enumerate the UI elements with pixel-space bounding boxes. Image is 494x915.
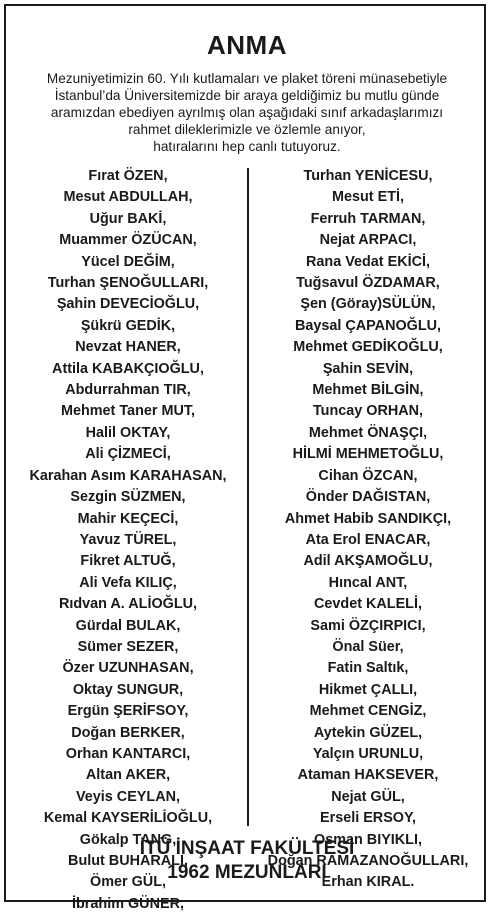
name-entry: Şen (Göray)SÜLÜN, [300, 296, 436, 313]
name-entry: Erhan KIRAL. [321, 874, 415, 891]
name-entry: Turhan YENİCESU, [303, 168, 433, 184]
name-entry: Ali ÇİZMECİ, [85, 446, 171, 463]
name-entry: Attila KABAKÇIOĞLU, [52, 360, 204, 377]
name-entry: Fatin Saltık, [327, 660, 409, 677]
names-column-right [250, 166, 486, 894]
name-entry: Adil AKŞAMOĞLU, [303, 553, 433, 570]
name-entry: Rıdvan A. ALİOĞLU, [58, 596, 198, 613]
name-entry: Önder DAĞISTAN, [305, 489, 431, 506]
name-entry: Gürdal BULAK, [75, 617, 181, 634]
name-entry: Mehmet BİLGİN, [312, 382, 424, 399]
name-entry: Doğan BERKER, [71, 724, 185, 741]
name-entry: Erseli ERSOY, [320, 810, 416, 827]
intro-line: Mezuniyetimizin 60. Yılı kutlamaları ve plaket töreni münasebetiyle [46, 71, 448, 86]
name-entry: Cihan ÖZCAN, [318, 467, 418, 484]
name-entry: Nejat GÜL, [331, 788, 405, 805]
name-entry: Yücel DEĞİM, [81, 253, 175, 270]
name-entry: Ali Vefa KILIÇ, [79, 574, 177, 591]
name-entry: Ergün ŞERİFSOY, [67, 703, 189, 720]
intro-line: rahmet dileklerimizle ve özlemle anıyor, [128, 122, 366, 137]
name-entry: Hıncal ANT, [328, 574, 408, 591]
name-entry: Mehmet CENGİZ, [309, 703, 427, 720]
name-entry: Nevzat HANER, [75, 339, 181, 356]
name-entry: Ferruh TARMAN, [310, 210, 426, 227]
name-entry: Kemal KAYSERİLİOĞLU, [43, 810, 213, 827]
name-entry: Yavuz TÜREL, [79, 531, 177, 548]
name-entry: Gökalp TANG, [79, 831, 177, 848]
name-entry: Halil OKTAY, [85, 424, 171, 441]
name-entry: Mehmet ÖNAŞÇI, [308, 424, 428, 441]
name-entry: Doğan RAMAZANOĞULLARI, [267, 853, 469, 869]
name-entry: Nejat ARPACI, [319, 232, 417, 249]
name-entry: Altan AKER, [85, 767, 171, 784]
name-entry: Fırat ÖZEN, [88, 168, 168, 184]
name-entry: Mehmet GEDİKOĞLU, [293, 339, 443, 356]
name-entry: Karahan Asım KARAHASAN, [29, 467, 227, 484]
name-entry: Özer UZUNHASAN, [62, 660, 194, 677]
name-entry: Önal Süer, [332, 638, 404, 655]
name-entry: Tuğsavul ÖZDAMAR, [296, 275, 440, 292]
name-entry: Ömer GÜL, [90, 874, 166, 891]
name-entry: Mesut ETİ, [332, 189, 404, 206]
name-entry: Yalçın URUNLU, [312, 745, 424, 762]
name-entry: Rana Vedat EKİCİ, [306, 253, 430, 270]
name-entry: Cevdet KALELİ, [314, 596, 422, 613]
name-entry: Ataman HAKSEVER, [297, 767, 439, 784]
name-entry: Mahir KEÇECİ, [77, 510, 179, 527]
name-entry: Uğur BAKİ, [89, 210, 167, 227]
footer-faculty: İTÜ İNŞAAT FAKÜLTESİ [139, 838, 355, 859]
name-entry: Muammer ÖZÜCAN, [59, 232, 197, 249]
names-column-left [10, 166, 246, 915]
name-entry: Orhan KANTARCI, [65, 745, 191, 762]
name-entry: Bulut BUHARALI, [68, 853, 188, 869]
intro-paragraph [10, 70, 484, 155]
name-entry: Mehmet Taner MUT, [60, 403, 196, 420]
intro-line: hatıralarını hep canlı tutuyoruz. [153, 139, 341, 154]
name-entry: Aytekin GÜZEL, [313, 724, 423, 741]
name-entry: HİLMİ MEHMETOĞLU, [292, 446, 444, 463]
footer-graduates: 1962 MEZUNLARI [167, 862, 327, 883]
name-entry: Sezgin SÜZMEN, [70, 489, 186, 506]
name-entry: Turhan ŞENOĞULLARI, [47, 275, 209, 292]
name-entry: Hikmet ÇALLI, [318, 681, 418, 698]
name-entry: Fikret ALTUĞ, [80, 553, 176, 570]
notice-title: ANMA [207, 30, 287, 60]
name-entry: Şükrü GEDİK, [80, 317, 176, 334]
intro-line: aramızdan ebediyen ayrılmış olan aşağıdaki sınıf arkadaşlarımızı [50, 105, 444, 120]
name-entry: Osman BIYIKLI, [314, 831, 422, 848]
name-entry: Veyis CEYLAN, [76, 788, 180, 805]
name-entry: İbrahim GÜNER, [72, 895, 184, 912]
name-entry: Şahin DEVECİOĞLU, [56, 296, 200, 313]
name-entry: Mesut ABDULLAH, [63, 189, 193, 206]
name-entry: Ata Erol ENACAR, [305, 531, 431, 548]
name-entry: Şahin SEVİN, [322, 360, 414, 377]
name-entry: Ahmet Habib SANDIKÇI, [284, 510, 452, 527]
name-entry: Sami ÖZÇIRPICI, [310, 617, 426, 634]
name-entry: Sümer SEZER, [77, 638, 179, 655]
name-entry: Baysal ÇAPANOĞLU, [294, 317, 442, 334]
name-entry: Oktay SUNGUR, [72, 681, 184, 698]
name-entry: Tuncay ORHAN, [312, 403, 424, 420]
intro-line: İstanbul’da Üniversitemizde bir araya geldiğimiz bu mutlu günde [54, 88, 440, 103]
column-divider [247, 168, 249, 826]
name-entry: Abdurrahman TIR, [65, 382, 191, 399]
